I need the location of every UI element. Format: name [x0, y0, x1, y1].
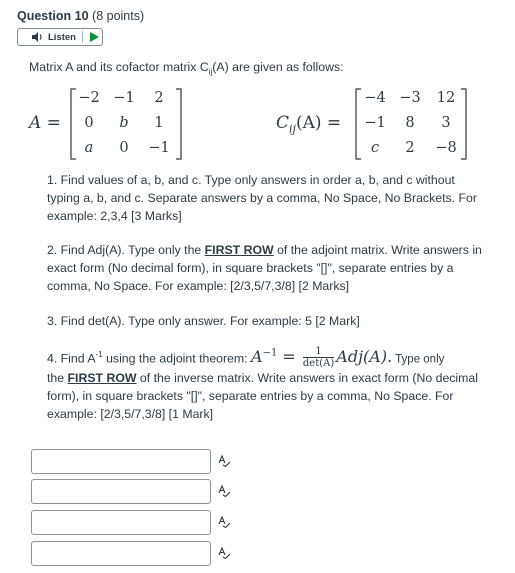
intro-suffix: (A) are given as follows: — [212, 60, 344, 74]
q4-sup: -1 — [95, 350, 103, 360]
q4-formula — [251, 346, 393, 370]
speaker-icon — [32, 32, 44, 42]
q4-text-b: using the adjoint theorem: — [102, 351, 252, 366]
q4-first-row: FIRST ROW — [67, 371, 137, 386]
cofactor-cell: 8 — [405, 115, 415, 131]
cofactor-matrix — [355, 88, 467, 160]
matrix-a-cell: −1 — [113, 90, 135, 106]
cofactor-cell: c — [370, 140, 380, 156]
q4-fraction — [303, 346, 334, 369]
q2-text-c: of the adjoint matrix. Write answers in exact form (No decimal form), in square brackets "[]", separate entries by a comma, No Space. For example: [2/3,5/7,3/8] [2 Marks] — [47, 243, 482, 293]
matrix-a-cell: b — [119, 115, 129, 131]
matrix-a-cell: −2 — [78, 90, 100, 106]
matrix-a-cell: 2 — [154, 90, 164, 106]
listen-button[interactable] — [17, 28, 103, 46]
cofactor-cell: 12 — [436, 90, 456, 106]
matrix-a-cell: 0 — [84, 115, 94, 131]
q4-formula-sup: −1 — [262, 348, 278, 359]
cofactor-cell: −8 — [435, 140, 457, 156]
matrix-a — [70, 88, 182, 160]
q4-text-a: 4. Find A — [47, 351, 96, 366]
q4-frac-den: det(A) — [302, 358, 335, 370]
spellcheck-icon[interactable] — [218, 515, 231, 531]
answer-input-1[interactable] — [31, 449, 211, 474]
item-q3: 3. Find det(A). Type only answer. For example: 5 [2 Mark] — [47, 314, 360, 328]
q4-frac-num: 1 — [303, 346, 334, 358]
item-q4 — [47, 345, 487, 423]
spellcheck-icon[interactable] — [218, 454, 231, 470]
cofactor-cell: −3 — [399, 90, 421, 106]
q4-formula-eq: = — [277, 347, 301, 367]
q4-formula-lhs: A — [251, 347, 263, 367]
question-title — [17, 9, 144, 23]
listen-divider — [82, 31, 83, 43]
question-points: (8 points) — [92, 9, 145, 23]
intro-subscript: ij — [208, 67, 213, 77]
listen-label: Listen — [48, 31, 76, 43]
answer-input-2[interactable] — [31, 479, 211, 504]
q2-first-row: FIRST ROW — [204, 243, 274, 257]
item-q2 — [47, 241, 487, 295]
play-icon[interactable] — [90, 32, 99, 42]
cofactor-cell: −4 — [364, 90, 386, 106]
cofactor-label-suffix: (A) = — [295, 113, 342, 133]
q4-formula-rhs: Adj(A). — [336, 347, 393, 367]
q4-text-c: Type only — [392, 353, 445, 366]
q4-text-d: the — [47, 371, 68, 386]
cofactor-cell: 2 — [405, 140, 415, 156]
answer-input-4[interactable] — [31, 541, 211, 566]
intro-prefix: Matrix A and its cofactor matrix C — [29, 60, 209, 74]
answer-input-3[interactable] — [31, 510, 211, 535]
question-number: Question 10 — [17, 9, 89, 23]
matrix-a-label: A = — [29, 113, 61, 133]
cofactor-label-sub: ij — [289, 122, 296, 136]
item-q1: 1. Find values of a, b, and c. Type only answers in order a, b, and c without typing a, b, and c. Separate answers by a comma, No Space, No Brackets. For example: 2,3,4 [3 Marks] — [47, 173, 477, 223]
matrix-a-cell: 1 — [154, 115, 164, 131]
matrix-a-cell: 0 — [119, 140, 129, 156]
cofactor-cell: −1 — [364, 115, 386, 131]
cofactor-cell: 3 — [441, 115, 451, 131]
matrix-a-cell: −1 — [148, 140, 170, 156]
q2-text-a: 2. Find Adj(A). Type only the — [47, 243, 205, 257]
q4-text-f: of the inverse matrix. Write answers in exact form (No decimal form), in square brackets "[]", separate entries by a comma, No Space. For example: [2/3,5/7,3/8] [1 Mark] — [47, 371, 478, 422]
spellcheck-icon[interactable] — [218, 546, 231, 562]
intro-text — [29, 60, 344, 76]
cofactor-matrix-label — [276, 113, 341, 135]
matrix-a-cell: a — [84, 140, 94, 156]
cofactor-label-main: C — [276, 113, 290, 133]
spellcheck-icon[interactable] — [218, 484, 231, 500]
